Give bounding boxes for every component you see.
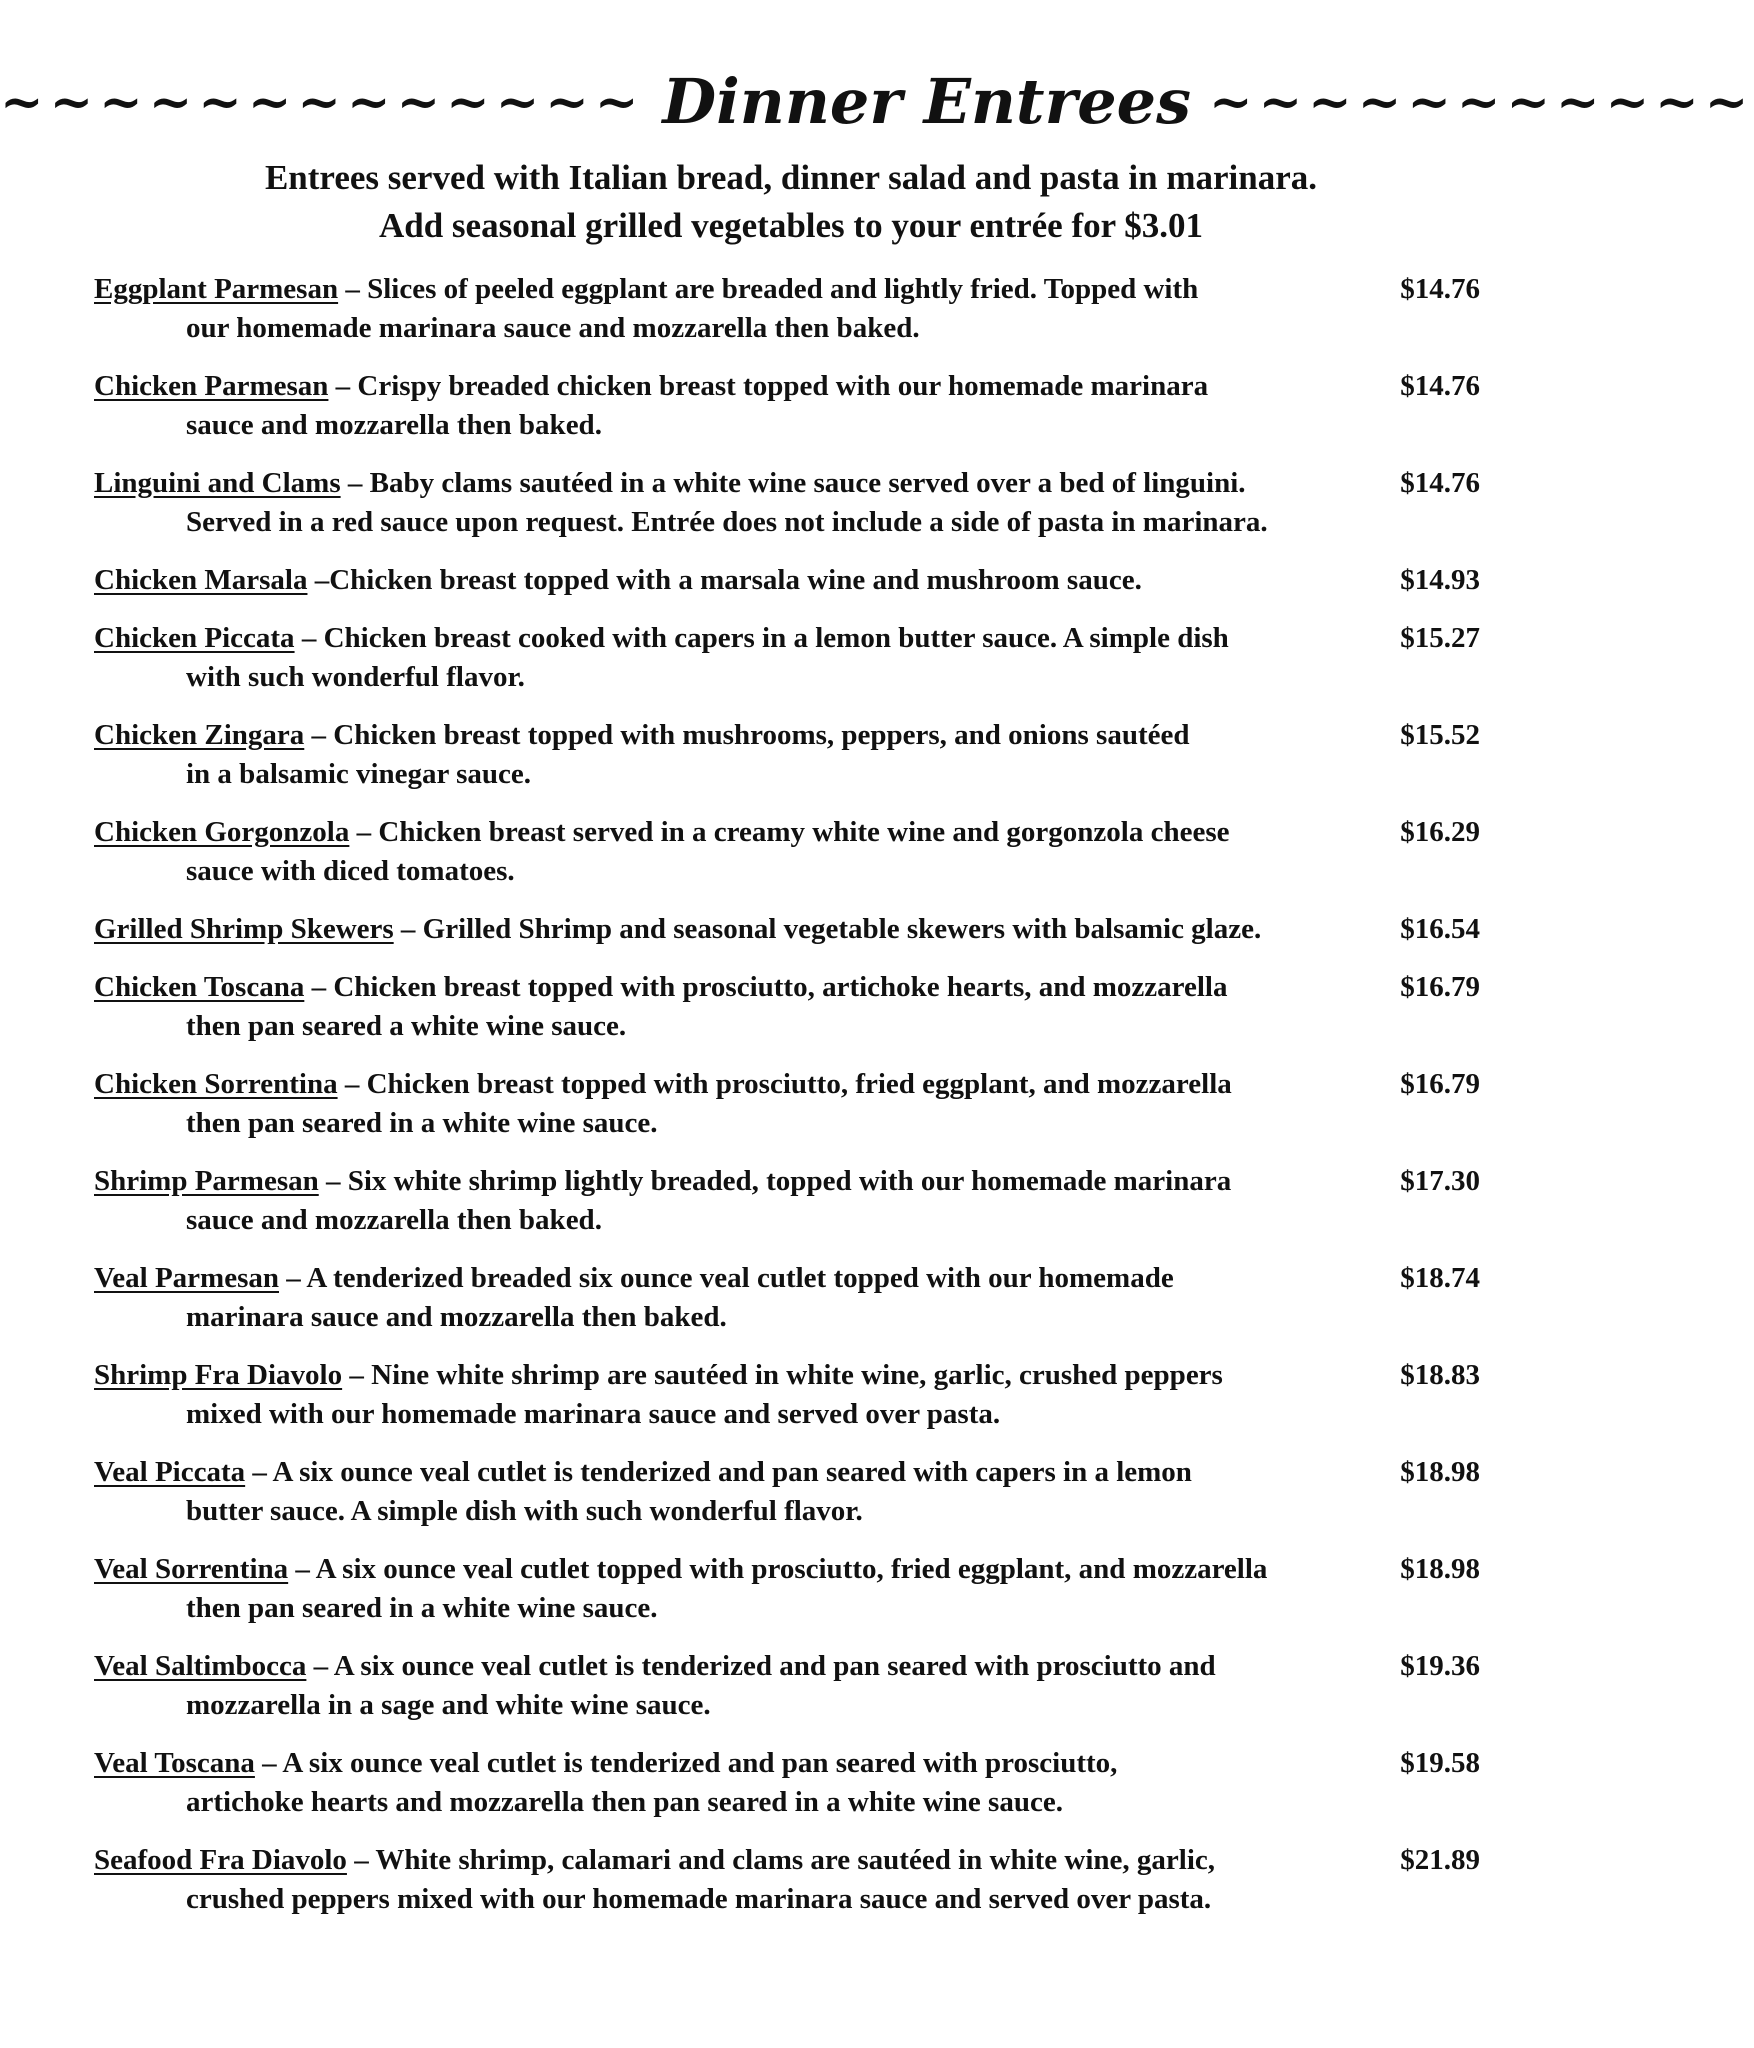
menu-item-name: Eggplant Parmesan xyxy=(94,273,339,305)
menu-item-description: Chicken breast served in a creamy white wine and gorgonzola cheese xyxy=(378,816,1230,848)
menu-item-description-cont: marinara sauce and mozzarella then baked. xyxy=(186,1301,727,1333)
menu-item-line1 xyxy=(94,619,1229,658)
menu-item-price: $21.89 xyxy=(1400,1844,1480,1876)
menu-item xyxy=(94,1162,1494,1259)
menu-item-name: Veal Piccata xyxy=(94,1456,246,1488)
menu-item-description-cont: our homemade marinara sauce and mozzarella then baked. xyxy=(186,312,920,344)
menu-item-separator: – xyxy=(340,467,370,499)
menu-item-name: Grilled Shrimp Skewers xyxy=(94,913,394,945)
menu-item-line1 xyxy=(94,1453,1192,1492)
menu-item xyxy=(94,1453,1494,1550)
menu-item-name: Seafood Fra Diavolo xyxy=(94,1844,347,1876)
menu-item-name: Veal Saltimbocca xyxy=(94,1650,307,1682)
menu-item-description: Chicken breast topped with prosciutto, fried eggplant, and mozzarella xyxy=(366,1068,1232,1100)
menu-item-name: Veal Parmesan xyxy=(94,1262,279,1294)
menu-item-separator: – xyxy=(342,1359,372,1391)
menu-item-separator: – xyxy=(254,1747,283,1779)
menu-item-description-cont: sauce and mozzarella then baked. xyxy=(186,1204,602,1236)
menu-item-description: Nine white shrimp are sautéed in white wine, garlic, crushed peppers xyxy=(371,1359,1223,1391)
menu-item-description: A six ounce veal cutlet is tenderized and pan seared with capers in a lemon xyxy=(272,1456,1192,1488)
menu-item-price: $17.30 xyxy=(1400,1165,1480,1197)
menu-item-name: Chicken Marsala xyxy=(94,564,308,596)
menu-item-description: A six ounce veal cutlet is tenderized and pan seared with prosciutto, xyxy=(282,1747,1118,1779)
menu-header xyxy=(0,62,1754,142)
menu-item-description: White shrimp, calamari and clams are sautéed in white wine, garlic, xyxy=(375,1844,1216,1876)
menu-item-name: Linguini and Clams xyxy=(94,467,341,499)
menu-item-price: $18.98 xyxy=(1400,1553,1480,1585)
menu-item xyxy=(94,1356,1494,1453)
subtitle-add-vegetables: Add seasonal grilled vegetables to your entrée for $3.01 xyxy=(378,206,1204,245)
menu-item-name: Veal Toscana xyxy=(94,1747,255,1779)
menu-item-description: Crispy breaded chicken breast topped with our homemade marinara xyxy=(357,370,1209,402)
menu-item-description-cont: artichoke hearts and mozzarella then pan seared in a white wine sauce. xyxy=(186,1786,1063,1818)
menu-item-separator: – xyxy=(346,1844,376,1876)
menu-item-description: Baby clams sautéed in a white wine sauce served over a bed of linguini. xyxy=(369,467,1246,499)
menu-item-name: Chicken Gorgonzola xyxy=(94,816,350,848)
menu-item-price: $16.54 xyxy=(1400,913,1480,945)
menu-item-separator: – xyxy=(245,1456,273,1488)
menu-item-price: $15.52 xyxy=(1400,719,1480,751)
menu-item-name: Shrimp Parmesan xyxy=(94,1165,319,1197)
menu-item xyxy=(94,716,1494,813)
menu-item-price: $14.76 xyxy=(1400,273,1480,305)
page-title: Dinner Entrees xyxy=(662,65,1192,139)
menu-item-description: Slices of peeled eggplant are breaded and lightly fried. Topped with xyxy=(367,273,1199,305)
menu-item xyxy=(94,910,1494,968)
menu-item xyxy=(94,1259,1494,1356)
menu-item-line1 xyxy=(94,367,1208,406)
menu-item-separator: – xyxy=(288,1553,316,1585)
menu-item-separator: – xyxy=(337,1068,367,1100)
menu-item-line1 xyxy=(94,813,1230,852)
menu-item-description-cont: mozzarella in a sage and white wine sauce. xyxy=(186,1689,711,1721)
menu-item xyxy=(94,619,1494,716)
menu-item-line1 xyxy=(94,1744,1117,1783)
menu-item-description-cont: then pan seared in a white wine sauce. xyxy=(186,1107,658,1139)
menu-item xyxy=(94,1647,1494,1744)
menu-item-description: Grilled Shrimp and seasonal vegetable skewers with balsamic glaze. xyxy=(422,913,1262,945)
menu-item-line1 xyxy=(94,1356,1223,1395)
menu-item xyxy=(94,464,1494,561)
menu-item-description: Chicken breast topped with a marsala wine and mushroom sauce. xyxy=(329,564,1142,596)
menu-item xyxy=(94,270,1494,367)
menu-item-price: $19.58 xyxy=(1400,1747,1480,1779)
menu-item-separator: – xyxy=(279,1262,307,1294)
menu-item-description-cont: sauce with diced tomatoes. xyxy=(186,855,515,887)
menu-item-price: $14.93 xyxy=(1400,564,1480,596)
tilde-ornament-right: ~~~~~~~~~~~ xyxy=(1209,71,1754,133)
menu-item-line1 xyxy=(94,464,1246,503)
menu-item-price: $19.36 xyxy=(1400,1650,1480,1682)
menu-item xyxy=(94,1744,1494,1841)
tilde-ornament-left: ~~~~~~~~~~~~~ xyxy=(0,71,645,133)
menu-item xyxy=(94,1841,1494,1938)
menu-item-description: A six ounce veal cutlet topped with prosciutto, fried eggplant, and mozzarella xyxy=(315,1553,1268,1585)
menu-item-name: Chicken Piccata xyxy=(94,622,295,654)
subtitle-served-with: Entrees served with Italian bread, dinner salad and pasta in marinara. xyxy=(264,158,1318,197)
menu-item-description-cont: mixed with our homemade marinara sauce and served over pasta. xyxy=(186,1398,1001,1430)
menu-item-separator: – xyxy=(306,1650,334,1682)
menu-item-name: Chicken Zingara xyxy=(94,719,305,751)
menu-item xyxy=(94,813,1494,910)
menu-item-line1 xyxy=(94,968,1227,1007)
menu-item-line1 xyxy=(94,1162,1231,1201)
menu-item-price: $16.79 xyxy=(1400,971,1480,1003)
menu-item-description-cont: in a balsamic vinegar sauce. xyxy=(186,758,532,790)
menu-item xyxy=(94,1550,1494,1647)
menu-item-name: Chicken Parmesan xyxy=(94,370,329,402)
menu-item-line1 xyxy=(94,910,1261,949)
menu-item-price: $16.29 xyxy=(1400,816,1480,848)
menu-item-description: Chicken breast topped with mushrooms, peppers, and onions sautéed xyxy=(333,719,1190,751)
menu-item-description: A tenderized breaded six ounce veal cutlet topped with our homemade xyxy=(306,1262,1174,1294)
menu-item-description-cont: crushed peppers mixed with our homemade marinara sauce and served over pasta. xyxy=(186,1883,1212,1915)
menu-item-price: $14.76 xyxy=(1400,370,1480,402)
menu-item-name: Chicken Toscana xyxy=(94,971,305,1003)
menu-item-separator: – xyxy=(328,370,358,402)
menu-item-description-cont: then pan seared in a white wine sauce. xyxy=(186,1592,658,1624)
menu-item-description-cont: butter sauce. A simple dish with such wonderful flavor. xyxy=(186,1495,863,1527)
menu-item-line1 xyxy=(94,1841,1215,1880)
menu-item-price: $16.79 xyxy=(1400,1068,1480,1100)
menu-item-description: A six ounce veal cutlet is tenderized and pan seared with prosciutto and xyxy=(333,1650,1216,1682)
menu-item-line1 xyxy=(94,270,1198,309)
menu-item-name: Chicken Sorrentina xyxy=(94,1068,338,1100)
menu-item-separator: – xyxy=(307,564,330,596)
menu-item-line1 xyxy=(94,716,1189,755)
entree-list xyxy=(94,270,1494,1938)
menu-item-name: Shrimp Fra Diavolo xyxy=(94,1359,343,1391)
menu-item-price: $18.98 xyxy=(1400,1456,1480,1488)
menu-item xyxy=(94,367,1494,464)
menu-item xyxy=(94,561,1494,619)
menu-item-description-cont: sauce and mozzarella then baked. xyxy=(186,409,602,441)
menu-item-description: Chicken breast cooked with capers in a lemon butter sauce. A simple dish xyxy=(323,622,1229,654)
menu-item-separator: – xyxy=(304,719,334,751)
menu-item-line1 xyxy=(94,1550,1267,1589)
menu-item-separator: – xyxy=(304,971,334,1003)
menu-item-separator: – xyxy=(318,1165,348,1197)
menu-item-price: $18.83 xyxy=(1400,1359,1480,1391)
menu-item xyxy=(94,1065,1494,1162)
menu-item-description-cont: Served in a red sauce upon request. Entrée does not include a side of pasta in marinara. xyxy=(186,506,1268,538)
menu-item-description-cont: with such wonderful flavor. xyxy=(186,661,525,693)
menu-item-separator: – xyxy=(338,273,368,305)
menu-item-price: $18.74 xyxy=(1400,1262,1480,1294)
menu-item-separator: – xyxy=(393,913,423,945)
menu-item-separator: – xyxy=(294,622,324,654)
menu-item-line1 xyxy=(94,1065,1232,1104)
menu-item-line1 xyxy=(94,1259,1174,1298)
menu-item xyxy=(94,968,1494,1065)
menu-item-description: Chicken breast topped with prosciutto, artichoke hearts, and mozzarella xyxy=(333,971,1228,1003)
menu-item-price: $14.76 xyxy=(1400,467,1480,499)
menu-item-description: Six white shrimp lightly breaded, topped with our homemade marinara xyxy=(347,1165,1232,1197)
menu-item-line1 xyxy=(94,561,1142,600)
menu-item-name: Veal Sorrentina xyxy=(94,1553,289,1585)
menu-item-separator: – xyxy=(349,816,379,848)
menu-item-price: $15.27 xyxy=(1400,622,1480,654)
menu-item-line1 xyxy=(94,1647,1216,1686)
menu-item-description-cont: then pan seared a white wine sauce. xyxy=(186,1010,627,1042)
